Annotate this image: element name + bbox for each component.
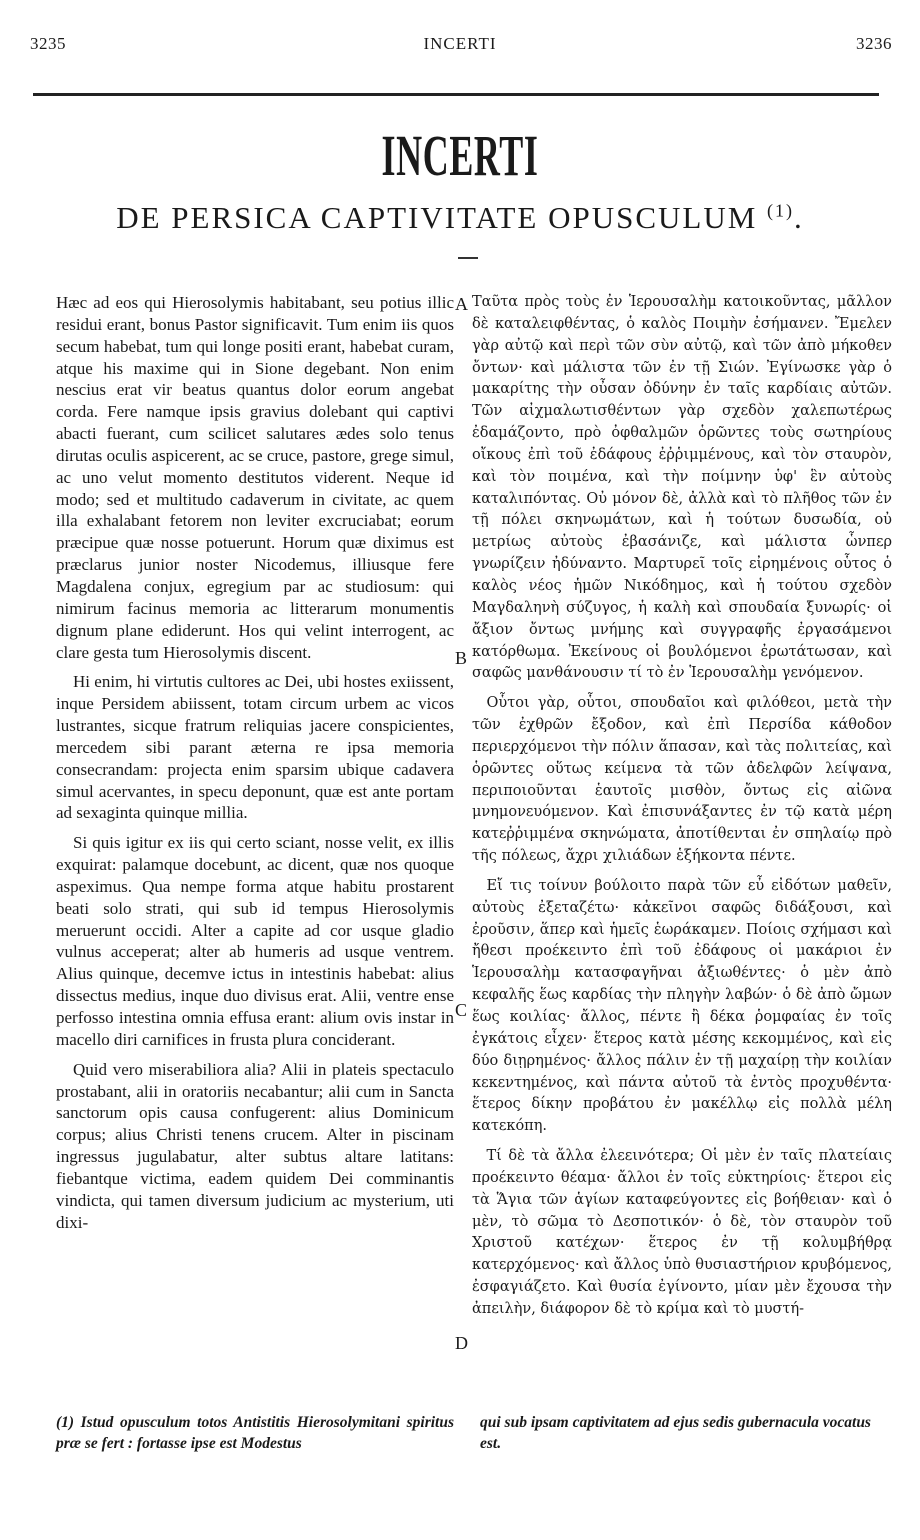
subtitle: DE PERSICA CAPTIVITATE OPUSCULUM $^{(1)}$. xyxy=(116,200,804,235)
title-divider xyxy=(458,257,478,259)
section-marker-a: A xyxy=(455,294,468,314)
greek-paragraph: Εἴ τις τοίνυν βούλοιτο παρὰ τῶν εὖ εἰδότων μαθεῖν, αὐτοὺς ἐξεταζέτω· κἀκεῖνοι σαφῶς διδάξουσι, καὶ ἐροῦσιν, ἅπερ καὶ ἡμεῖς ἑωράκαμεν. Ποίοις σχήμασι καὶ ἤθεσι προέκειντο ἐπὶ τοῦ ἐδάφους οἱ μακάριοι ἐν Ἱερουσαλὴμ κατασφαγῆναι ἀξιωθέντες· ὁ μὲν ἀπὸ κεφαλῆς ἕως καρδίας τὴν πληγὴν λαβών· ὁ δὲ ἀπὸ ὤμων ἕως κοιλίας· ἄλλος, πέντε ἢ δέκα ῥομφαίας ἐν τοῖς ἐγκάτοις εἶχεν· ἕτερος κατὰ μέσης κεκομμένος, καὶ εἰς δύο διῃρημένος· ἄλλος πάλιν ἐν τῇ μαχαίρῃ τὴν κοιλίαν κεκεντημένος, καὶ πάντα αὐτοῦ τὰ ἐντὸς προχυθέντα· ἕτερος δίκην προβάτου ἐν μακέλλῳ εἰς πολλὰ μέλη κατεκόπη. xyxy=(472,877,892,1135)
section-marker-c: C xyxy=(455,1000,468,1020)
main-title: INCERTI xyxy=(381,123,539,188)
section-marker-d: D xyxy=(455,1333,468,1353)
footnote-reference: (1) xyxy=(767,200,795,221)
footnote-right: qui sub ipsam captivitatem ad ejus sedis gubernacula vocatus est. xyxy=(480,1414,871,1452)
greek-paragraph: Ταῦτα πρὸς τοὺς ἐν Ἱερουσαλὴμ κατοικοῦντας, μᾶλλον δὲ καταλειφθέντας, ὁ καλὸς Ποιμὴν ἐσήμανεν. Ἔμελεν γὰρ αὐτῷ καὶ περὶ τῶν σὺν αὐτῷ, καὶ τῶν ἀπὸ μήκοθεν ὄντων· καὶ μάλιστα τῶν ἐν τῇ Σιών. Ἐγίνωσκε γὰρ ὁ μακαρίτης τὴν οὖσαν ὀδύνην ἐν ταῖς καρδίαις αὐτῶν. Τῶν αἰχμαλωτισθέντων γὰρ σχεδὸν χαλεπωτέρως ἐδαμάζοντο, πρὸ ὀφθαλμῶν ὁρῶντες τοὺς σωτηρίους οἴκους ἐπὶ τοῦ ἐδάφους ἐῤῥιμμένους, καὶ τὸν σταυρὸν, καὶ τὸν ποιμένα, καὶ τὴν ποίμνην ὑφ' ἓν αὐτοὺς καταλιπόντας. Οὐ μόνον δὲ, ἀλλὰ καὶ τὸ πλῆθος τῶν ἐν τῇ πόλει σκηνωμάτων, καὶ ἡ τούτων δυσωδία, οὐ μετρίως αὐτοὺς ἐβασάνιζε, καὶ μάλιστα ὧνπερ γνωρίζειν ἠδύναντο. Μαρτυρεῖ τοῖς εἰρημένοις οὗτος ὁ καλὸς νέος ἡμῶν Νικόδημος, καὶ ἡ τούτου σχεδὸν Μαγδαληνὴ σύζυγος, ἡ καλὴ καὶ σπουδαία ξυνωρίς· οἱ ἄξιον ὄντως μνήμης καὶ συγγραφῆς ἐργασάμενοι κατόρθωμα. Ἐκείνους οἱ βουλόμενοι ἐρωτάτωσαν, καὶ σαφῶς μανθάνουσιν τί τὸ ἐν Ἱερουσαλὴμ γενόμενον. xyxy=(472,294,892,682)
latin-paragraph: Hæc ad eos qui Hierosolymis habitabant, seu potius illic residui erant, bonus Pastor significavit. Tum enim iis quos secum habebat, tum qui longe positi erant, habebat curam, atque his maxime qui in Sione degebant. Non enim nescius erat vir beatus quantus dolor eorum angebat corda. Fere namque ipsis gravius dolebant qui captivi abacti fuerant, cum scilicet salutares ædes solo tenus dirutas oculis aspicerent, ac se cruce, pastore, grege simul, ac uno velut momento destitutos viderent. Neque id modo; sed et multitudo cadaverum in civitate, ac quem illa exhalabant fetorem non leviter excruciabat; eorum præcipue quæ nosse potuerunt. Horum quæ diximus est præclarus junior noster Nicodemus, illiusque fere Magdalena conjux, egregium par ac studiosum: qui nimirum facinus memoria ac litterarum monumentis dignum plane ediderunt. Hos qui velint interrogent, ac clare gesta tum Hierosolymis discent. xyxy=(56,293,454,662)
page-number-left: 3235 xyxy=(30,34,66,53)
greek-column xyxy=(472,292,892,1321)
latin-paragraph: Hi enim, hi virtutis cultores ac Dei, ubi hostes exiissent, inque Persidem abiissent, totam circum urbem ac vicos lustrantes, sicque fratrum reliquias jacere conspicientes, mercedem sibi parant æterna re ipsa memoria consecrandam: projecta enim sparsim ubique cadavera simul acervantes, in specu deponunt, quæ est ante portam ad sexaginta quinque millia. xyxy=(56,672,454,823)
subtitle-text: DE PERSICA CAPTIVITATE OPUSCULUM xyxy=(116,200,758,235)
page-header xyxy=(0,34,920,58)
greek-paragraph: Τί δὲ τὰ ἄλλα ἐλεεινότερα; Οἱ μὲν ἐν ταῖς πλατείαις προέκειντο θέαμα· ἄλλοι ἐν τοῖς εὐκτηρίοις· ἕτεροι εἰς τὰ Ἅγια τῶν ἁγίων καταφεύγοντες εἰς βοήθειαν· καὶ ὁ μὲν, τὸ σῶμα τὸ Δεσποτικόν· ὁ δὲ, τὸν σταυρὸν τοῦ Χριστοῦ κατέχων· ἕτερος ἐν τῇ κολυμβήθρᾳ κατερχόμενος· καὶ ἄλλος ὑπὸ θυσιαστήριον κρυβόμενος, ἐσφαγιάζετο. Καὶ θυσία ἐγίνοντο, μίαν μὲν ἔχουσα τὴν ἀπειλὴν, διάφορον δὲ τὸ κρίμα καὶ τὸ μυστή- xyxy=(472,1148,892,1317)
greek-paragraph: Οὗτοι γὰρ, οὗτοι, σπουδαῖοι καὶ φιλόθεοι, μετὰ τὴν τῶν ἐχθρῶν ἔξοδον, καὶ ἐπὶ Περσίδα κάθοδον περιερχόμενοι τὴν πόλιν ἅπασαν, καὶ τὰς πολιτείας, καὶ ὁρῶντες οὕτως κείμενα τὰ τῶν ἀδελφῶν λείψανα, περιποιοῦνται ἑαυτοῖς μισθὸν, ὄντως εἰς αἰῶνα μνημονευόμενον. Καὶ ἐπισυνάξαντες ἐν τῷ κατὰ μέρη κατεῤῥιμμένα σκηνώματα, ἀποτίθενται ἐν σπηλαίῳ πρὸ τῆς πόλεως, ἄχρι χιλιάδων ἑξήκοντα πέντε. xyxy=(472,695,892,865)
running-title: INCERTI xyxy=(423,34,497,53)
footnote-left: (1) Istud opusculum totos Antistitis Hierosolymitani spiritus præ se fert : fortasse ipse est Modestus xyxy=(56,1414,454,1452)
header-rule xyxy=(33,93,879,96)
latin-column xyxy=(56,292,454,1233)
latin-paragraph: Quid vero miserabiliora alia? Alii in plateis spectaculo prostabant, alii in oratoriis necabantur; alii cum in Sancta sanctorum opis causa confugerent: alius Dominicum corpus; alius Christi tenens crucem. Alter in piscinam ingressus jugulabatur, alter subtus altare latitans: fiebantque victima, eadem quidem Dei comminantis vindicta, qui tamen diversum judicium ac mysterium, uti dixi- xyxy=(56,1059,454,1232)
section-marker-b: B xyxy=(455,648,468,668)
page-number-right: 3236 xyxy=(856,34,892,53)
latin-paragraph: Si quis igitur ex iis qui certo sciant, nosse velit, ex illis exquirat: palamque docebunt, ac dicent, quæ nos quoque aspeximus. Qua nempe forma atque habitu prostarent beati solo strati, qui sub id tempus Hierosolymis meruerunt occidi. Alter a capite ad cor usque gladio vulnus acceperat; alter ab humeris ad usque ventrem. Alius quinque, decemve ictus in intestinis habebat: alius dissectus medius, inque duo divisus erat. Alii, ventre ense perfosso intestina omnia effusa erant: alium ovis instar in macello diri carnifices in frusta plura conciderant. xyxy=(56,833,454,1049)
